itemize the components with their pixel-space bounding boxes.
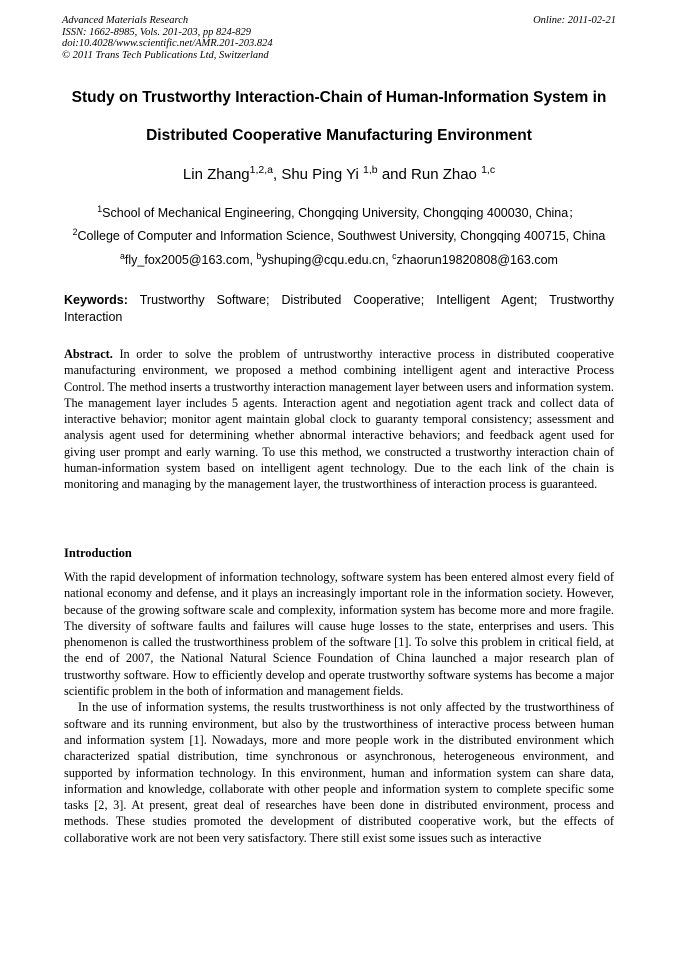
- copyright-line: © 2011 Trans Tech Publications Ltd, Switzerland: [62, 49, 269, 61]
- email-mark: a: [120, 250, 125, 261]
- email-address: fly_fox2005@163.com,: [124, 253, 257, 267]
- affiliation-mark: 2: [72, 226, 78, 237]
- journal-name: Advanced Materials Research: [62, 15, 189, 26]
- email-list: [30, 250, 648, 267]
- affiliation-text: College of Computer and Information Science, Southwest University, Chongqing 400715, China: [77, 229, 606, 243]
- author-affiliation-mark: 1,c: [481, 164, 496, 176]
- abstract-label: Abstract.: [64, 347, 113, 361]
- author-list: [40, 166, 638, 183]
- keywords-line-2: Interaction: [64, 310, 123, 324]
- author-name: Lin Zhang: [182, 166, 250, 183]
- abstract-block: [64, 346, 614, 493]
- email-mark: b: [256, 250, 262, 261]
- doi-line: doi:10.4028/www.scientific.net/AMR.201-203.824: [62, 38, 273, 49]
- email-address: zhaorun19820808@163.com: [396, 253, 558, 267]
- keywords-block: [64, 292, 614, 326]
- online-date: Online: 2011-02-21: [533, 15, 616, 26]
- paragraph: With the rapid development of information technology, software system has been entered almost every field of national economy and defense, and it plays an increasingly important role in the information society. However, because of the growing software scale and complexity, information system has become more and more fragile. The diversity of software faults and failures will cause huge losses to the state, enterprises and users. This phenomenon is called the trustworthiness problem of the software [1]. To solve this problem in critical field, at the end of 2007, the National Natural Science Foundation of China launched a major research plan of trustworthy software. How to efficiently develop and operate trustworthy software systems has become a major scientific problem in the both of information and management fields.: [64, 570, 614, 699]
- affiliation-1: [30, 203, 648, 221]
- keywords-line-1: Trustworthy Software; Distributed Cooperative; Intelligent Agent; Trustworthy: [127, 293, 614, 307]
- affiliation-text: School of Mechanical Engineering, Chongqing University, Chongqing 400030, China；: [102, 206, 581, 220]
- paper-title-line-2: Distributed Cooperative Manufacturing Environment: [146, 127, 532, 144]
- paper-title-line-1: Study on Trustworthy Interaction-Chain of Human-Information System in: [71, 89, 607, 106]
- author-name: and Run Zhao: [377, 166, 482, 183]
- abstract-text: In order to solve the problem of untrustworthy interactive process in distributed cooperative manufacturing environment, we proposed a method combining intelligent agent and interactive Process Control. The method inserts a trustworthy interaction management layer between users and information system. The management layer includes 5 agents. Interaction agent and negotiation agent track and collect data of interactive behavior; monitor agent maintain global clock to guaranty temporal consistency; assessment and analysis agent used for determining whether abnormal interactive behaviors; and feedback agent used for giving user prompt and early warning. To use this method, we constructed a trustworthy interaction chain of human-information system based on intelligent agent technology. Due to the each link of the chain is monitoring and managing by the management layer, the trustworthiness of interaction process is guaranteed.: [64, 347, 614, 492]
- email-address: yshuping@cqu.edu.cn,: [261, 253, 393, 267]
- email-mark: c: [392, 250, 397, 261]
- author-affiliation-mark: 1,2,a: [249, 164, 273, 176]
- author-affiliation-mark: 1,b: [363, 164, 378, 176]
- affiliation-2: [30, 226, 648, 243]
- author-name: , Shu Ping Yi: [272, 166, 364, 183]
- journal-header: [62, 15, 616, 61]
- section-heading-introduction: Introduction: [64, 546, 132, 560]
- introduction-body: [64, 569, 614, 846]
- affiliation-mark: 1: [97, 203, 103, 214]
- keywords-label: Keywords:: [64, 293, 128, 307]
- issn-line: ISSN: 1662-8985, Vols. 201-203, pp 824-829: [62, 26, 251, 38]
- paragraph: In the use of information systems, the results trustworthiness is not only affected by the trustworthiness of software and its running environment, but also by the trustworthiness of interactive process between human and information system [1]. Nowadays, more and more people work in the distributed environment which characterized spatial distribution, time synchronous or asynchronous, heterogeneous environment, and supported by information technology. In this environment, human and information system can share data, information and knowledge, collaborate with other people and information system to complete specific some tasks [2, 3]. At present, great deal of researches have been done in distributed environment, process and methods. These studies promoted the development of distributed cooperative work, but the effects of collaborative work are not been very satisfactory. There still exist some issues such as interactive: [64, 700, 614, 845]
